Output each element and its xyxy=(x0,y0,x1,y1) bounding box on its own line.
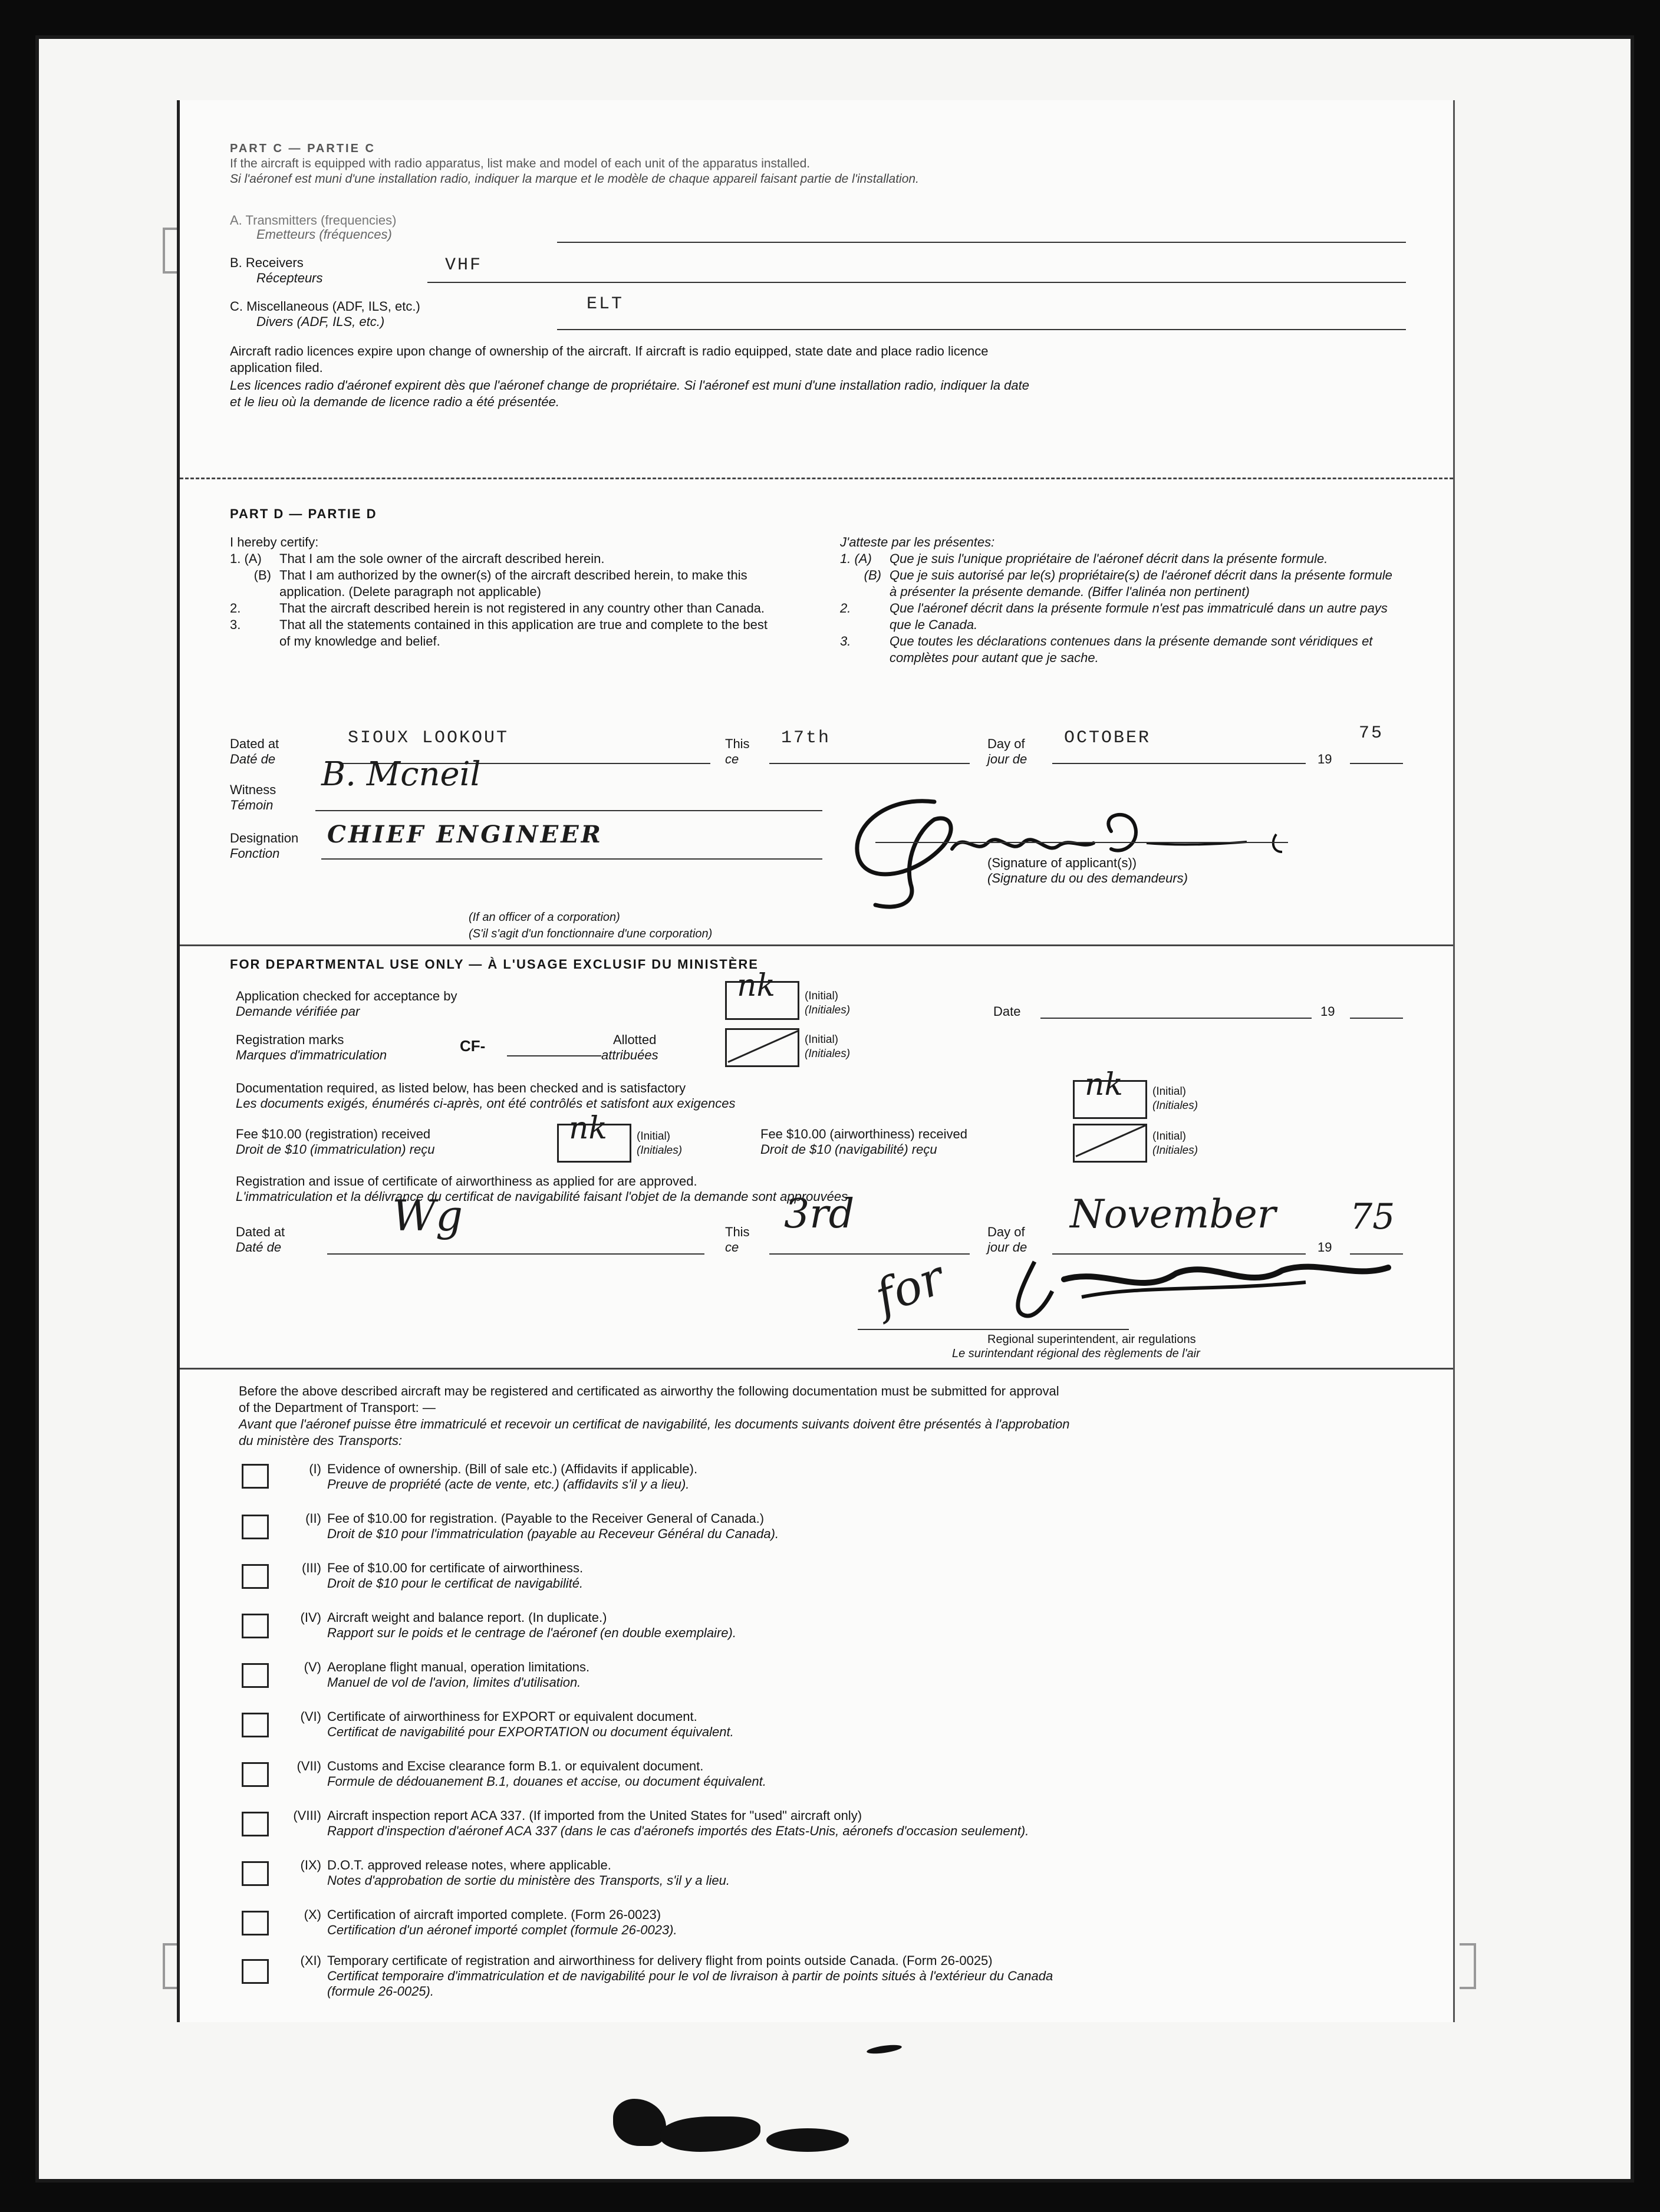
dept-year-line xyxy=(1350,1253,1403,1255)
app-checked-label: Application checked for acceptance by xyxy=(236,989,457,1003)
part-d-heading: PART D — PARTIE D xyxy=(230,506,377,521)
doc-checkbox[interactable] xyxy=(242,1861,269,1886)
superintendent-signature xyxy=(999,1256,1406,1326)
part-c-intro-fr: Si l'aéronef est muni d'une installation radio, indiquer la marque et le modèle de chaque appareil faisant partie de l'installation. xyxy=(230,172,919,186)
dept-date-year-line xyxy=(1350,1018,1403,1019)
doc-checkbox[interactable] xyxy=(242,1812,269,1836)
for-annotation: for xyxy=(868,1249,951,1325)
receivers-label-fr: Récepteurs xyxy=(256,271,323,285)
dept-this-line xyxy=(769,1253,970,1255)
part-c-heading: PART C — PARTIE C xyxy=(230,142,376,155)
app-initial-label: (Initial) (Initiales) xyxy=(805,990,851,1016)
reg-initial-label: (Initial) (Initiales) xyxy=(805,1033,851,1060)
day-of-label-fr: jour de xyxy=(987,752,1027,766)
dept-dated-at-label-fr: Daté de xyxy=(236,1240,282,1255)
this-value: 17th xyxy=(781,728,831,748)
approved-fr: L'immatriculation et la délivrance du certificat de navigabilité faisant l'objet de la demande sont approuvées. xyxy=(236,1189,852,1204)
dept-this-label: This xyxy=(725,1224,750,1239)
dept-this-label-fr: ce xyxy=(725,1240,739,1255)
signature-label-fr: (Signature du ou des demandeurs) xyxy=(987,871,1188,886)
doc-initial-value: nk xyxy=(1085,1067,1123,1102)
certify-fr: J'atteste par les présentes: 1. (A) Que je suis l'unique propriétaire de l'aéronef décrit dans la présente formule. (B) Que je suis autorisé par le(s) propriétaire(s) de l'aéronef décrit dans la présente formule à présenter la présente demande. (Biffer l'alinéa non pertinent) 2. Que l'aéronef décrit dans la présente formule n'est pas immatriculé dans un autre pays que le Canada. 3. Que toutes les déclarations contenues dans la présente demande sont véridiques et complètes pour autant que je sache. xyxy=(840,535,1392,665)
certify-en: I hereby certify: 1. (A) That I am the sole owner of the aircraft described herein. (B) That I am authorized by the owner(s) of the aircraft described herein, to make this application. (Delete paragraph not applicable) 2. That the aircraft described herein is not registered in any country other than Canada. 3. That all the statements contained in this application are true and complete to the best of my knowledge and belief. xyxy=(230,535,768,649)
dept-dated-at-label: Dated at xyxy=(236,1224,285,1239)
dept-dated-at-value: Wg xyxy=(392,1191,463,1240)
transmitters-line xyxy=(557,242,1406,243)
fee-air-initial-label: (Initial) (Initiales) xyxy=(1152,1130,1198,1157)
approved-en: Registration and issue of certificate of airworthiness as applied for are approved. xyxy=(236,1174,697,1189)
year-prefix: 19 xyxy=(1318,752,1332,766)
doc-checkbox[interactable] xyxy=(242,1959,269,1984)
licence-note-en: Aircraft radio licences expire upon change of ownership of the aircraft. If aircraft is radio equipped, state date and place radio licence application filed. xyxy=(230,344,989,375)
dept-divider xyxy=(180,1368,1453,1370)
designation-value: CHIEF ENGINEER xyxy=(327,821,603,848)
dept-date-year-prefix: 19 xyxy=(1320,1004,1335,1019)
scan-smudge xyxy=(766,2128,849,2152)
this-label: This xyxy=(725,736,750,751)
part-c-intro-en: If the aircraft is equipped with radio apparatus, list make and model of each unit of the apparatus installed. xyxy=(230,157,811,170)
day-of-label: Day of xyxy=(987,736,1025,751)
signature-line xyxy=(875,842,1288,843)
year-line xyxy=(1350,763,1403,764)
dept-this-value: 3rd xyxy=(784,1191,855,1237)
misc-label-fr: Divers (ADF, ILS, etc.) xyxy=(256,314,385,329)
designation-line xyxy=(321,858,822,860)
doc-checkbox[interactable] xyxy=(242,1911,269,1936)
misc-value: ELT xyxy=(587,294,624,314)
doc-checkbox[interactable] xyxy=(242,1663,269,1688)
fee-reg-label: Fee $10.00 (registration) received xyxy=(236,1127,431,1141)
dated-at-value: SIOUX LOOKOUT xyxy=(348,728,509,748)
fee-air-label-fr: Droit de $10 (navigabilité) reçu xyxy=(760,1142,937,1157)
dept-day-of-label: Day of xyxy=(987,1224,1025,1239)
doc-checkbox[interactable] xyxy=(242,1515,269,1539)
day-of-value: OCTOBER xyxy=(1064,728,1151,748)
doc-checkbox[interactable] xyxy=(242,1564,269,1589)
dept-date-label: Date xyxy=(993,1004,1021,1019)
transmitters-label-fr: Emetteurs (fréquences) xyxy=(256,227,392,242)
dept-dated-at-line xyxy=(327,1253,704,1255)
witness-value: B. Mcneil xyxy=(321,755,481,794)
dated-at-label: Dated at xyxy=(230,736,279,751)
reg-marks-line xyxy=(507,1055,601,1056)
designation-label-fr: Fonction xyxy=(230,846,280,861)
allotted-label-fr: attribuées xyxy=(601,1048,658,1062)
signature-label: (Signature of applicant(s)) xyxy=(987,855,1137,870)
dept-day-of-value: November xyxy=(1070,1191,1276,1237)
fee-air-label: Fee $10.00 (airworthiness) received xyxy=(760,1127,967,1141)
doc-checked-label: Documentation required, as listed below, has been checked and is satisfactory xyxy=(236,1081,686,1095)
reg-cf-prefix: CF- xyxy=(460,1037,486,1055)
dept-heading: FOR DEPARTMENTAL USE ONLY — À L'USAGE EXCLUSIF DU MINISTÈRE xyxy=(230,957,759,972)
regional-label: Regional superintendent, air regulations xyxy=(987,1333,1196,1346)
applicant-signature xyxy=(816,778,1300,914)
transmitters-label: A. Transmitters (frequencies) xyxy=(230,213,397,228)
witness-label: Witness xyxy=(230,782,276,797)
dated-at-label-fr: Daté de xyxy=(230,752,276,766)
allotted-label: Allotted xyxy=(613,1032,657,1047)
designation-label: Designation xyxy=(230,831,299,845)
crop-mark xyxy=(1460,1943,1476,1989)
misc-line xyxy=(557,329,1406,330)
doc-checkbox[interactable] xyxy=(242,1464,269,1489)
docs-intro-fr: Avant que l'aéronef puisse être immatriculé et recevoir un certificat de navigabilité, les documents suivants doivent être présentés à l'approbation du ministère des Transports: xyxy=(239,1417,1070,1448)
licence-note-fr: Les licences radio d'aéronef expirent dès que l'aéronef change de propriétaire. Si l'aéronef est muni d'une installation radio, indiquer la date et le lieu où la demande de licence radio a été présentée. xyxy=(230,378,1029,409)
reg-marks-label-fr: Marques d'immatriculation xyxy=(236,1048,387,1062)
docs-intro-en: Before the above described aircraft may be registered and certificated as airworthy the following documentation must be submitted for approval of the Department of Transport: — xyxy=(239,1384,1059,1415)
fee-reg-initial-value: nk xyxy=(569,1111,607,1146)
receivers-value: VHF xyxy=(445,255,483,275)
app-initial-value: nk xyxy=(737,968,775,1003)
receivers-line xyxy=(427,282,1406,283)
this-label-fr: ce xyxy=(725,752,739,766)
reg-marks-label: Registration marks xyxy=(236,1032,344,1047)
dept-day-of-label-fr: jour de xyxy=(987,1240,1027,1255)
part-d-divider xyxy=(180,944,1453,946)
receivers-label: B. Receivers xyxy=(230,255,304,270)
regional-label-fr: Le surintendant régional des règlements de l'air xyxy=(952,1347,1200,1360)
year-value: 75 xyxy=(1359,723,1384,743)
dept-day-of-line xyxy=(1052,1253,1306,1255)
doc-checkbox[interactable] xyxy=(242,1713,269,1737)
doc-checked-label-fr: Les documents exigés, énumérés ci-après, ont été contrôlés et satisfont aux exigences xyxy=(236,1096,736,1111)
doc-checkbox[interactable] xyxy=(242,1614,269,1638)
form-page: PART C — PARTIE C If the aircraft is equipped with radio apparatus, list make and model of each unit of the apparatus installed. Si l'aéronef est muni d'une installation radio, indiquer la marque et le modèle de chaque appareil faisant partie de l'installation. A. Transmitters (frequencies) Emetteurs (fréquences) B. Receivers Récepteurs VHF C. Miscellaneous (ADF, ILS, etc.) Divers (ADF, ILS, etc.) ELT Aircraft radio licences expire upon change of ownership of the aircraft. If aircraft is radio equipped, state date and place radio licence application filed. Les licences radio d'aéronef expirent dès que l'aéronef change de propriétaire. Si l'aéronef est muni d'une installation radio, indiquer la date et le lieu où la demande de licence radio a été présentée. PART D — PARTIE D I hereby certify: 1. (A) That I am the sole owner of the aircraft described herein. (B) That I am authorized by the owner(s) of the aircraft described herein, to make this application. (Delete paragraph not applicable) 2. That the aircraft described herein is not registered in any country other than Canada. 3. That all the statements contained in this application are true and complete to the best of my knowledge and belief. J'atteste par les présentes: 1. (A) Que je suis l'unique propriétaire de l'aéronef décrit dans la présente formule. (B) Que je suis autorisé par le(s) propriétaire(s) de l'aéronef décrit dans la présente formule à présenter la présente demande. (Biffer l'alinéa non pertinent) 2. Que l'aéronef décrit dans la présente formule n'est pas immatriculé dans un autre pays que le Canada. 3. Que toutes les déclarations contenues dans la présente demande sont véridiques et complètes pour autant que je sache. Dated at Daté de SIOUX LOOKOUT This ce 17th Day of jour de OCTOBER 19 75 Witness Témoin B. Mcneil Designation Fonction CHIEF ENGINEER (Signature of applicant(s)) (Signature du ou des demandeurs) (If an officer of a corporation) (S'il s'agit d'un fonctionnaire d'une corporation) FOR DEPARTMENTAL USE ONLY — À L'USAGE EXCLUSIF DU MINISTÈRE Application checked for acceptance by Demande vérifiée par nk (Initial) (Initiales) Date 19 Registration marks Marques d'immatriculation CF- Allotted attribuées (Initial) (Initiales) Documentation required, as listed below, has been checked and is satisfactory Les documents exigés, énumérés ci-après, ont été contrôlés et satisfont aux exigences nk (Initial) (Initiales) Fee $10.00 (registration) received Droit de $10 (immatriculation) reçu nk (Initial) (Initiales) Fee $10.00 (airworthiness) received Droit de $10 (navigabilité) reçu (Initial) (Initiales) Registration and issue of certificate of airworthiness as applied for are approved. L'immatriculation et la délivrance du certificat de navigabilité faisant l'objet de la demande sont approuvées. Dated at Daté de Wg This ce 3rd Day of jour de November 19 75 for Regional superintendent, air regulations Le surintendant régional des règlements de l'air Before the above described aircraft may be registered and certificated as airworthy the following documentation must be submitted for approval of the Department of Transport: — Avant que l'aéronef puisse être immatriculé et recevoir un certificat de navigabilité, les documents suivants doivent être présentés à l'approbation du ministère des Transports: (I) Evidence of ownership. (Bill of sale etc.) (Affidavits if applicable). Preuve de propriété (acte de vente, etc.) (affidavits s'il y a lieu). (II) Fee of $10.00 for registration. (Payable to the Receiver General of Canada.) Droit de $10 pour l'immatriculation (payable au Receveur Général du Canada). (III) Fee of $10.00 for certificate of airworthiness. Droit de $10 pour le certificat de navigabilité. (IV) Aircraft weight and balance report. (In duplicate.) Rapport sur le poids et le centrage de l'aéronef (en double exemplaire). (V) Aeroplane flight manual, operation limitations. Manuel de vol de l'avion, limites d'utilisation. (VI) Certificate of airworthiness for EXPORT or equivalent document. Certificat de navigabilité pour EXPORTATION ou document équivalent. (VII) Customs and Excise clearance form B.1. or equivalent document. Formule de dédouanement B.1, douanes et accise, ou document équivalent. (VIII) Aircraft inspection report ACA 337. (If imported from the United States for "used" aircraft only) Rapport d'inspection d'aéronef ACA 337 (dans le cas d'aéronefs importés des Etats-Unis, aéronefs d'occasion seulement). (IX) D.O.T. approved release notes, where applicable. Notes d'approbation de sortie du ministère des Transports, s'il y a lieu. (X) Certification of aircraft imported complete. (Form 26-0023) Certification d'un aéronef importé complet (formule 26-0023). (XI) Temporary certificate of registration and airworthiness for delivery flight from points outside Canada. (Form 26-0025) Certificat temporaire d'immatriculation et de navigabilité pour le vol de livraison à partir de points situés à l'extérieur du Canada (formule 26-0025). xyxy=(177,100,1455,2022)
dept-date-line xyxy=(1040,1018,1312,1019)
app-checked-label-fr: Demande vérifiée par xyxy=(236,1004,360,1019)
day-of-line xyxy=(1052,763,1306,764)
dept-year-value: 75 xyxy=(1350,1196,1395,1237)
part-c-divider xyxy=(180,478,1453,479)
doc-initial-label: (Initial) (Initiales) xyxy=(1152,1085,1198,1112)
witness-label-fr: Témoin xyxy=(230,798,274,812)
dept-year-prefix: 19 xyxy=(1318,1240,1332,1255)
misc-label: C. Miscellaneous (ADF, ILS, etc.) xyxy=(230,299,420,314)
superintendent-line xyxy=(858,1329,1129,1330)
this-line xyxy=(769,763,970,764)
witness-line xyxy=(315,810,822,811)
fee-reg-label-fr: Droit de $10 (immatriculation) reçu xyxy=(236,1142,435,1157)
doc-checkbox[interactable] xyxy=(242,1762,269,1787)
corp-note: (If an officer of a corporation) (S'il s'agit d'un fonctionnaire d'une corporation) xyxy=(469,911,713,940)
fee-reg-initial-label: (Initial) (Initiales) xyxy=(637,1130,683,1157)
